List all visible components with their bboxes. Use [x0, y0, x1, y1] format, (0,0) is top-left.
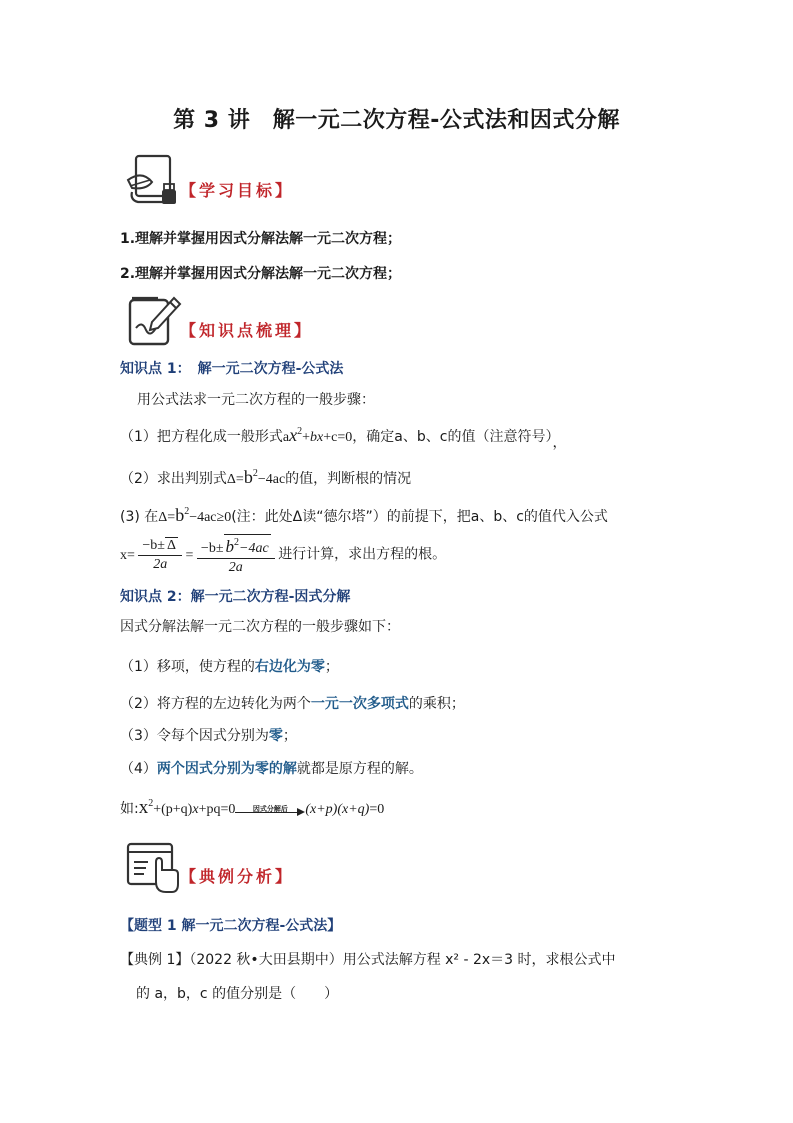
kp1-step2	[120, 464, 411, 490]
objective-1: 1.理解并掌握用因式分解法解一元二次方程；	[120, 231, 402, 247]
s3-highlight: 零	[268, 728, 283, 744]
screen-pointer-icon	[122, 838, 184, 896]
kp2-step2	[120, 694, 465, 714]
example1-line1: 【典例 1】（2022 秋•大田县期中）用公式法解方程 x² - 2x＝3 时，求根公式中	[120, 952, 616, 968]
step1-end: ，	[552, 435, 567, 451]
s1-a: （1）移项，使方程的	[120, 659, 255, 675]
kp2-step3	[120, 726, 297, 746]
step1-suffix: ，确定a、b、c的值（注意符号）	[352, 429, 553, 445]
discriminant-condition: $\Delta=b^2-4ac\ge 0$	[158, 505, 232, 525]
page-title: 第 3 讲 解一元二次方程-公式法和因式分解	[173, 108, 620, 133]
kp1-heading: 知识点 1： 解一元二次方程-公式法	[120, 361, 344, 377]
step2-suffix: 的值，判断根的情况	[285, 471, 412, 487]
step3-tail: 进行计算，求出方程的根。	[278, 546, 447, 563]
s2-highlight: 一元一次多项式	[310, 696, 409, 712]
s2-a: （2）将方程的左边转化为两个	[120, 696, 311, 712]
kp2-step4	[120, 759, 423, 779]
kp1-intro: 用公式法求一元二次方程的一般步骤：	[137, 392, 375, 408]
arrow-label: 因式分解后	[252, 804, 288, 813]
s3-b: ；	[282, 728, 297, 744]
examples-banner	[120, 836, 360, 898]
knowledge-banner	[120, 290, 360, 352]
objective-2: 2.理解并掌握用因式分解法解一元二次方程；	[120, 266, 402, 282]
examples-label: 【典例分析】	[180, 867, 295, 886]
quadratic-formula-line	[120, 534, 446, 574]
objectives-banner	[120, 150, 360, 212]
knowledge-label: 【知识点梳理】	[180, 321, 314, 340]
scroll-quill-icon	[122, 152, 184, 210]
objectives-label: 【学习目标】	[180, 181, 295, 200]
factor-example-formula: $x^2+(p+q)x+pq=0$ 因式分解后 (x+p)(x+q)=0	[138, 797, 385, 818]
kp2-step1	[120, 657, 339, 677]
notebook-pencil-icon	[122, 292, 184, 350]
discriminant-formula: $\Delta=b^2-4ac$	[226, 467, 286, 487]
s4-highlight: 两个因式分别为零的解	[156, 761, 297, 777]
type1-heading: 【题型 1 解一元二次方程-公式法】	[120, 918, 342, 934]
s4-a: （4）	[120, 761, 157, 777]
arrow-icon	[235, 803, 305, 817]
s1-b: ；	[324, 659, 339, 675]
kp1-step3	[120, 502, 608, 528]
step1-prefix: （1）把方程化成一般形式	[120, 429, 283, 445]
kp2-heading: 知识点 2：解一元二次方程-因式分解	[120, 589, 351, 605]
kp1-step1	[120, 422, 567, 451]
s4-b: 就都是原方程的解。	[296, 761, 423, 777]
example-prefix: 如:	[120, 801, 139, 817]
step2-prefix: （2）求出判别式	[120, 471, 227, 487]
step3-suffix: (注：此处Δ读“德尔塔”）的前提下，把a、b、c的值代入公式	[231, 509, 608, 525]
s1-highlight: 右边化为零	[254, 659, 325, 675]
step3-prefix: (3) 在	[120, 509, 159, 525]
kp2-intro: 因式分解法解一元二次方程的一般步骤如下：	[120, 619, 400, 635]
s3-a: （3）令每个因式分别为	[120, 728, 269, 744]
general-form-formula: $ax^2+bx+c=0$	[282, 425, 353, 445]
s2-b: 的乘积；	[408, 696, 465, 712]
factor-example	[120, 794, 384, 820]
quadratic-formula: x= $\frac{-b\pm \Delta}{2a}$ = $\frac{-b\pm b^2-4ac}{2a}$	[120, 548, 278, 563]
example1-line2: 的 a，b，c 的值分别是（ ）	[136, 986, 339, 1002]
